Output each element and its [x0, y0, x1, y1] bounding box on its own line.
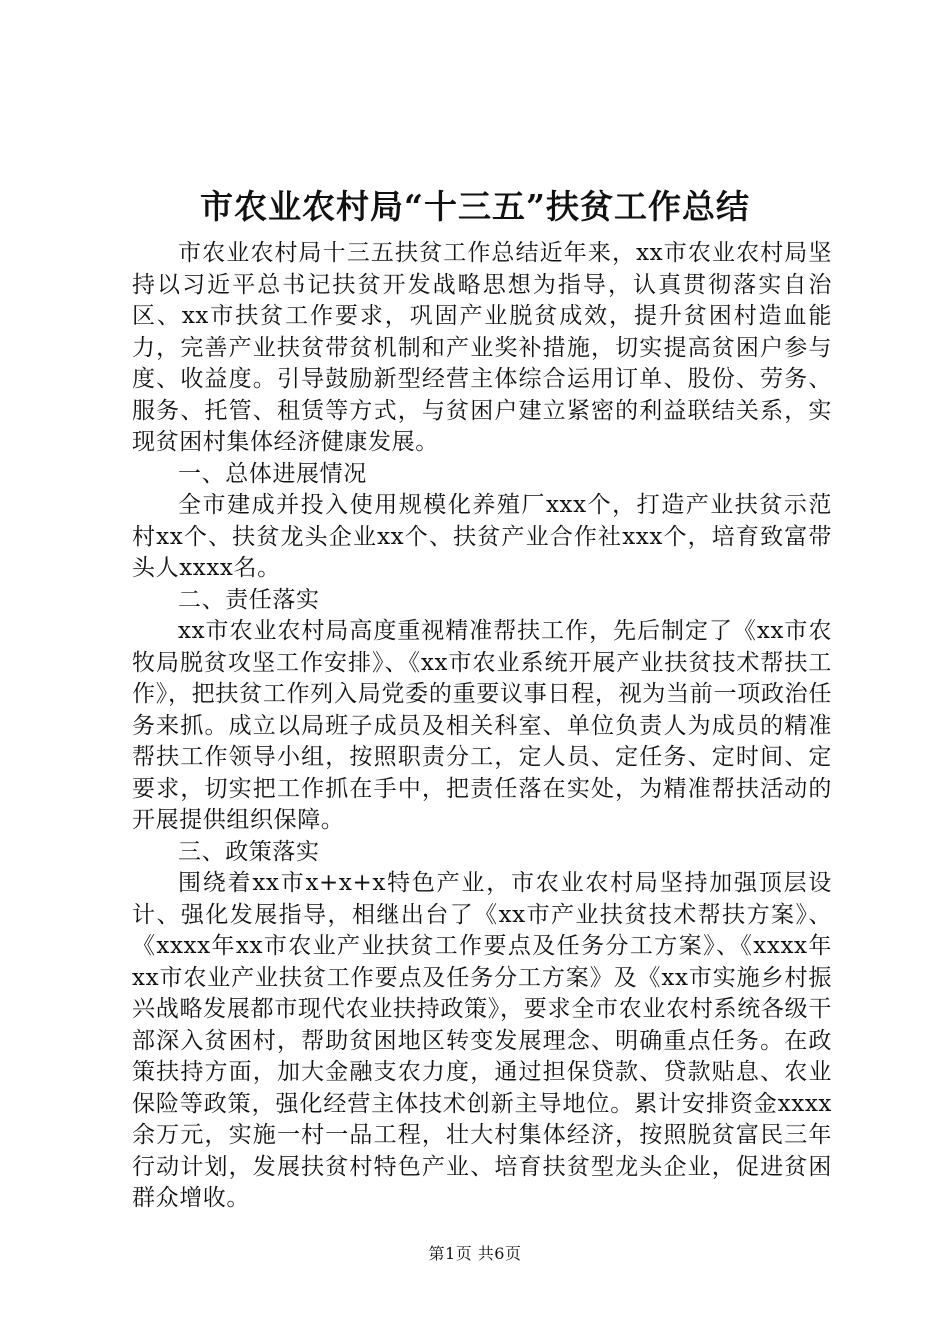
document-body [132, 238, 832, 1215]
overall-progress-paragraph: 全市建成并投入使用规模化养殖厂xxx个，打造产业扶贫示范村xx个、扶贫龙头企业xx个、扶贫产业合作社xxx个，培育致富带头人xxxx名。 [132, 492, 832, 581]
policy-paragraph: 围绕着xx市x+x+x特色产业，市农业农村局坚持加强顶层设计、强化发展指导，相继出台了《xx市产业扶贫技术帮扶方案》、《xxxx年xx市农业产业扶贫工作要点及任务分工方案》、《xxxx年xx市农业产业扶贫工作要点及任务分工方案》及《xx市实施乡村振兴战略发展都市现代农业扶持政策》，要求全市农业农村系统各级干部深入贫困村，帮助贫困地区转变发展理念、明确重点任务。在政策扶持方面，加大金融支农力度，通过担保贷款、贷款贴息、农业保险等政策，强化经营主体技术创新主导地位。累计安排资金xxxx余万元，实施一村一品工程，壮大村集体经济，按照脱贫富民三年行动计划，发展扶贫村特色产业、培育扶贫型龙头企业，促进贫困群众增收。 [132, 870, 832, 1211]
responsibility-paragraph: xx市农业农村局高度重视精准帮扶工作，先后制定了《xx市农牧局脱贫攻坚工作安排》、《xx市农业系统开展产业扶贫技术帮扶工作》，把扶贫工作列入局党委的重要议事日程，视为当前一项政治任务来抓。成立以局班子成员及相关科室、单位负责人为成员的精准帮扶工作领导小组，按照职责分工，定人员、定任务、定时间、定要求，切实把工作抓在手中，把责任落在实处，为精准帮扶活动的开展提供组织保障。 [132, 618, 832, 833]
section-heading-policy: 三、政策落实 [178, 838, 320, 865]
intro-paragraph: 市农业农村局十三五扶贫工作总结近年来，xx市农业农村局坚持以习近平总书记扶贫开发战略思想为指导，认真贯彻落实自治区、xx市扶贫工作要求，巩固产业脱贫成效，提升贫困村造血能力，完善产业扶贫带贫机制和产业奖补措施，切实提高贫困户参与度、收益度。引导鼓励新型经营主体综合运用订单、股份、劳务、服务、托管、租赁等方式，与贫困户建立紧密的利益联结关系，实现贫困村集体经济健康发展。 [132, 240, 832, 455]
document-title: 市农业农村局“十三五”扶贫工作总结 [200, 187, 750, 226]
section-heading-overall-progress: 一、总体进展情况 [178, 460, 367, 487]
page-footer: 第1页 共6页 [428, 1244, 522, 1263]
section-heading-responsibility: 二、责任落实 [178, 586, 320, 613]
